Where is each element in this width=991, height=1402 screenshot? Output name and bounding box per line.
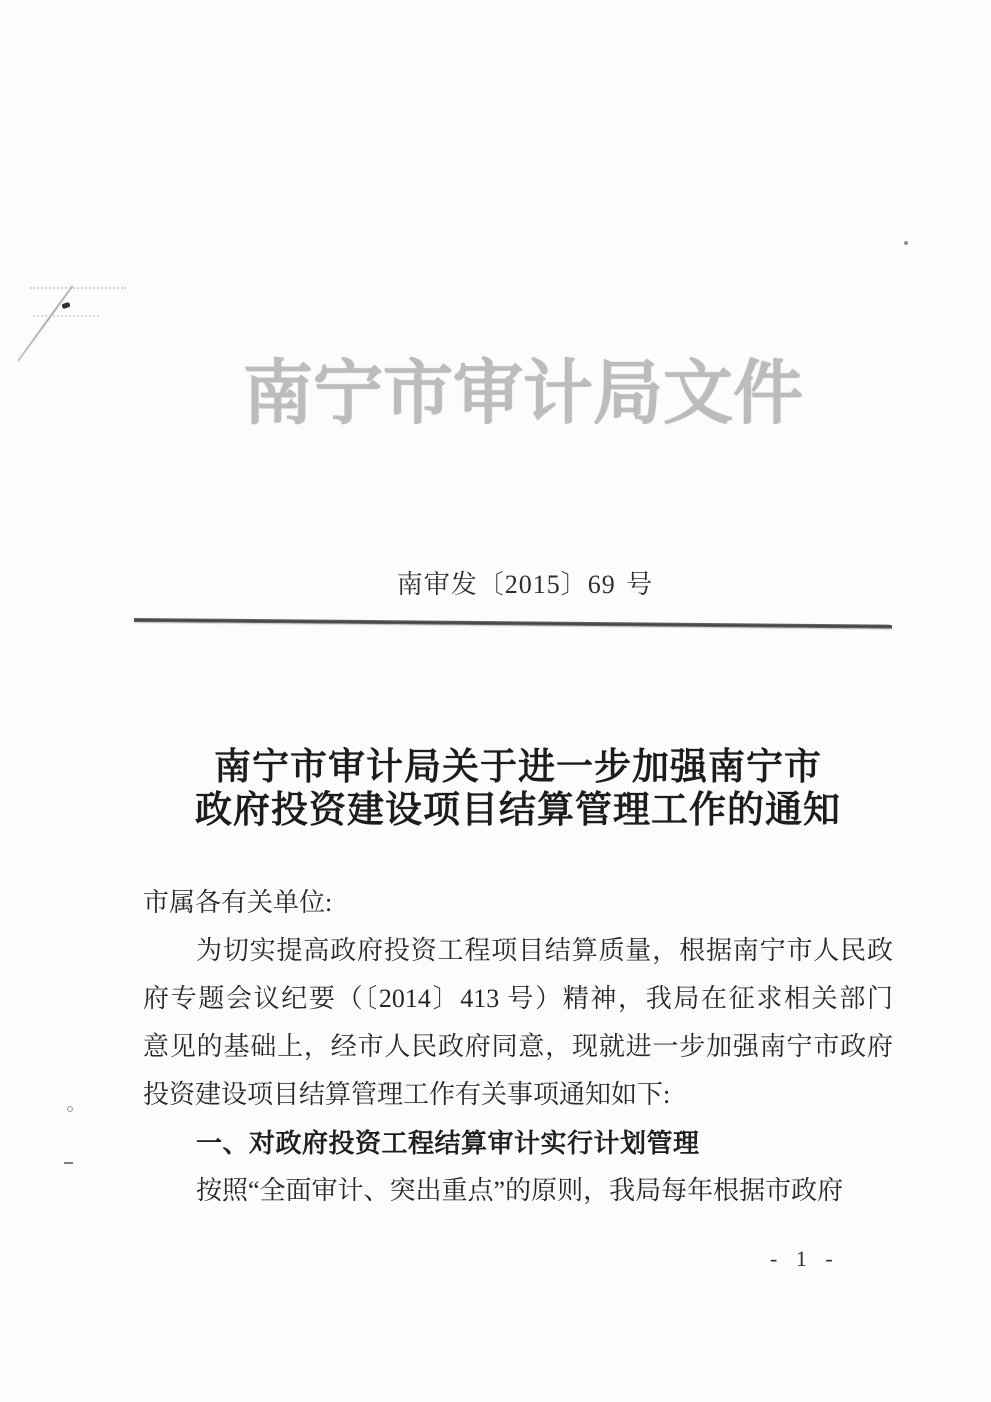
letterhead-separator-rule bbox=[134, 618, 892, 629]
document-title bbox=[143, 746, 893, 832]
body-line-5: 按照“全面审计、突出重点”的原则，我局每年根据市政府 bbox=[196, 1176, 844, 1205]
document-number: 南审发〔2015〕69 号 bbox=[396, 570, 654, 599]
scan-artifact-dark-speck bbox=[61, 302, 70, 309]
document-title-line2: 政府投资建设项目结算管理工作的通知 bbox=[195, 790, 841, 831]
body-line-3: 意见的基础上，经市人民政府同意，现就进一步加强南宁市政府 bbox=[143, 1032, 893, 1061]
body-line-4: 投资建设项目结算管理工作有关事项通知如下: bbox=[143, 1080, 671, 1109]
scan-artifact-dotted-mark-lower bbox=[33, 315, 99, 317]
scan-artifact-diagonal-line bbox=[17, 285, 73, 361]
scan-artifact-faint-dot bbox=[904, 241, 908, 245]
scan-artifact-small-dash bbox=[64, 1162, 73, 1164]
scan-artifact-small-ring bbox=[67, 1106, 73, 1112]
scan-artifact-dotted-mark-top bbox=[30, 287, 126, 289]
salutation: 市属各有关单位: bbox=[143, 888, 333, 917]
body-line-2: 府专题会议纪要（〔2014〕413 号）精神，我局在征求相关部门 bbox=[143, 984, 893, 1013]
document-title-line1: 南宁市审计局关于进一步加强南宁市 bbox=[214, 747, 822, 788]
section-heading-1: 一、对政府投资工程结算审计实行计划管理 bbox=[196, 1128, 700, 1158]
agency-letterhead: 南宁市审计局文件 bbox=[243, 356, 803, 433]
page-number: - 1 - bbox=[770, 1246, 836, 1271]
body-line-1: 为切实提高政府投资工程项目结算质量，根据南宁市人民政 bbox=[196, 936, 893, 965]
document-body bbox=[143, 879, 893, 1215]
